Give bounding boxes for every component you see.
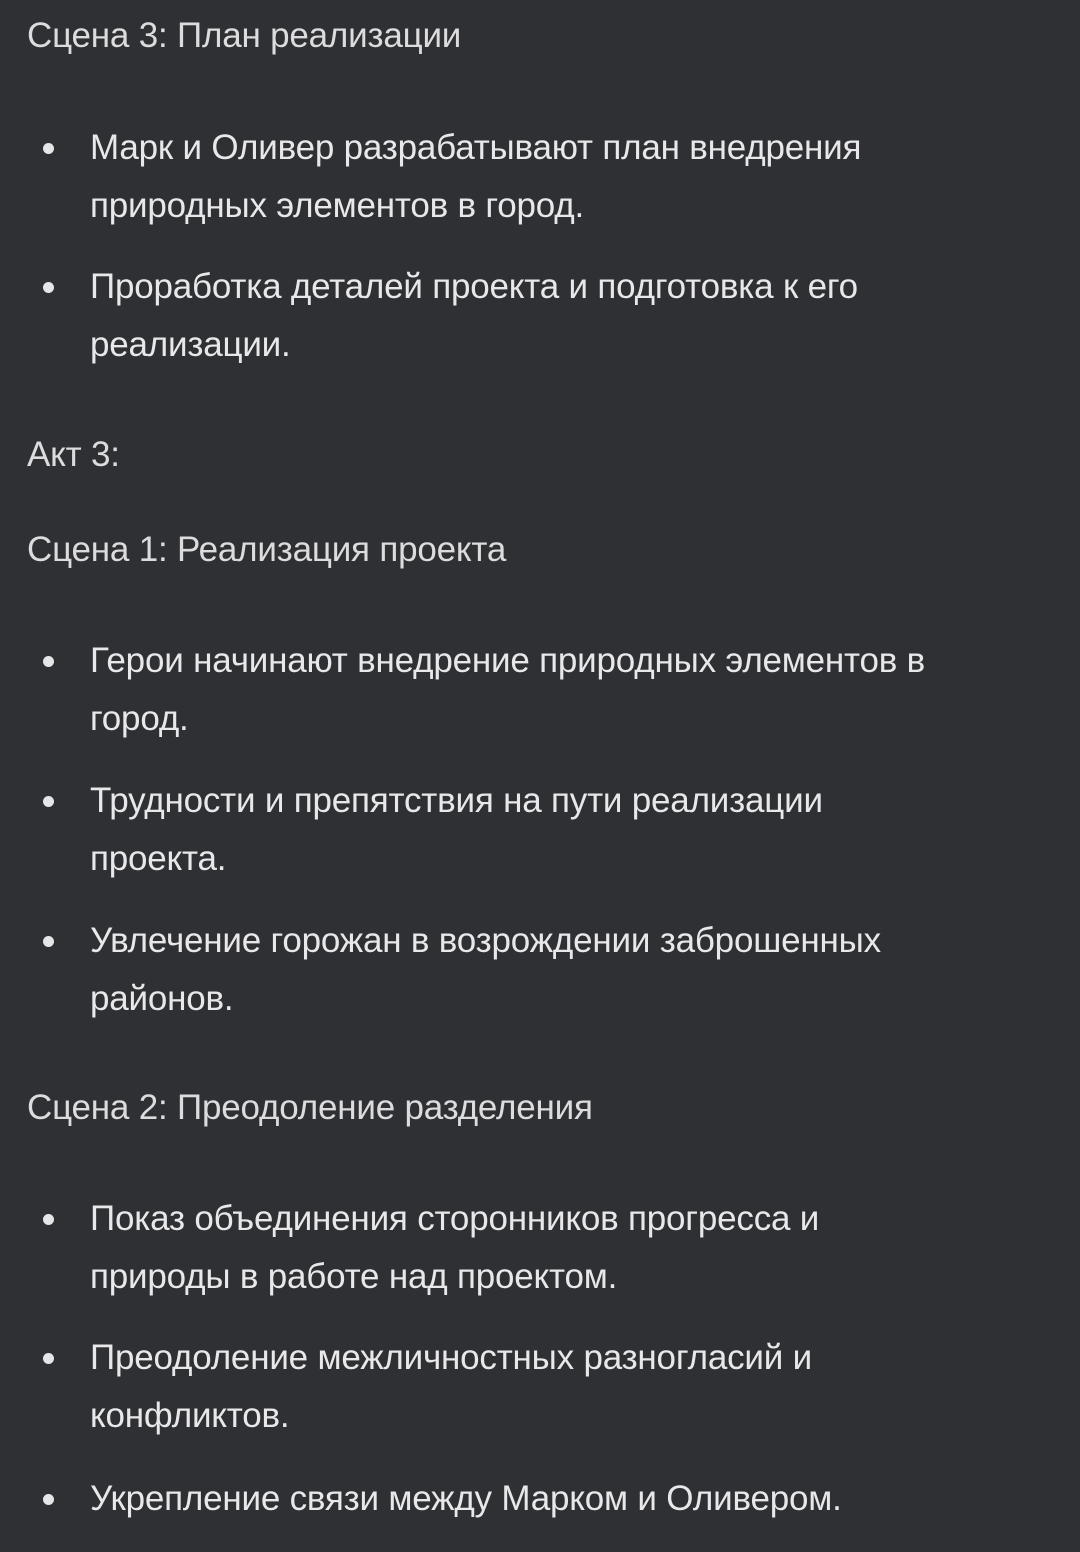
list-item-text: Преодоление межличностных разногласий и конфликтов.: [90, 1338, 812, 1435]
bullet-icon: [43, 936, 54, 947]
list-item-text: Герои начинают внедрение природных элементов в город.: [90, 641, 926, 738]
list-item-text: Трудности и препятствия на пути реализации проекта.: [90, 781, 823, 878]
bullet-icon: [43, 282, 54, 293]
scene-heading: Сцена 2: Преодоление разделения: [27, 1088, 593, 1127]
bullet-icon: [43, 143, 54, 154]
scene-heading: Сцена 1: Реализация проекта: [27, 530, 507, 569]
list-item-text: Проработка деталей проекта и подготовка к его реализации.: [90, 267, 858, 364]
bullet-icon: [43, 656, 54, 667]
act-heading: Акт 3:: [27, 435, 120, 474]
bullet-icon: [43, 1214, 54, 1225]
bullet-icon: [43, 796, 54, 807]
list-item-text: Увлечение горожан в возрождении заброшенных районов.: [90, 921, 881, 1018]
bullet-icon: [43, 1353, 54, 1364]
bullet-icon: [43, 1494, 54, 1505]
scene-heading: Сцена 3: План реализации: [27, 16, 462, 55]
list-item-text: Укрепление связи между Марком и Оливером.: [90, 1479, 842, 1518]
list-item-text: Марк и Оливер разрабатывают план внедрения природных элементов в город.: [90, 128, 862, 225]
list-item-text: Показ объединения сторонников прогресса и природы в работе над проектом.: [90, 1199, 820, 1296]
